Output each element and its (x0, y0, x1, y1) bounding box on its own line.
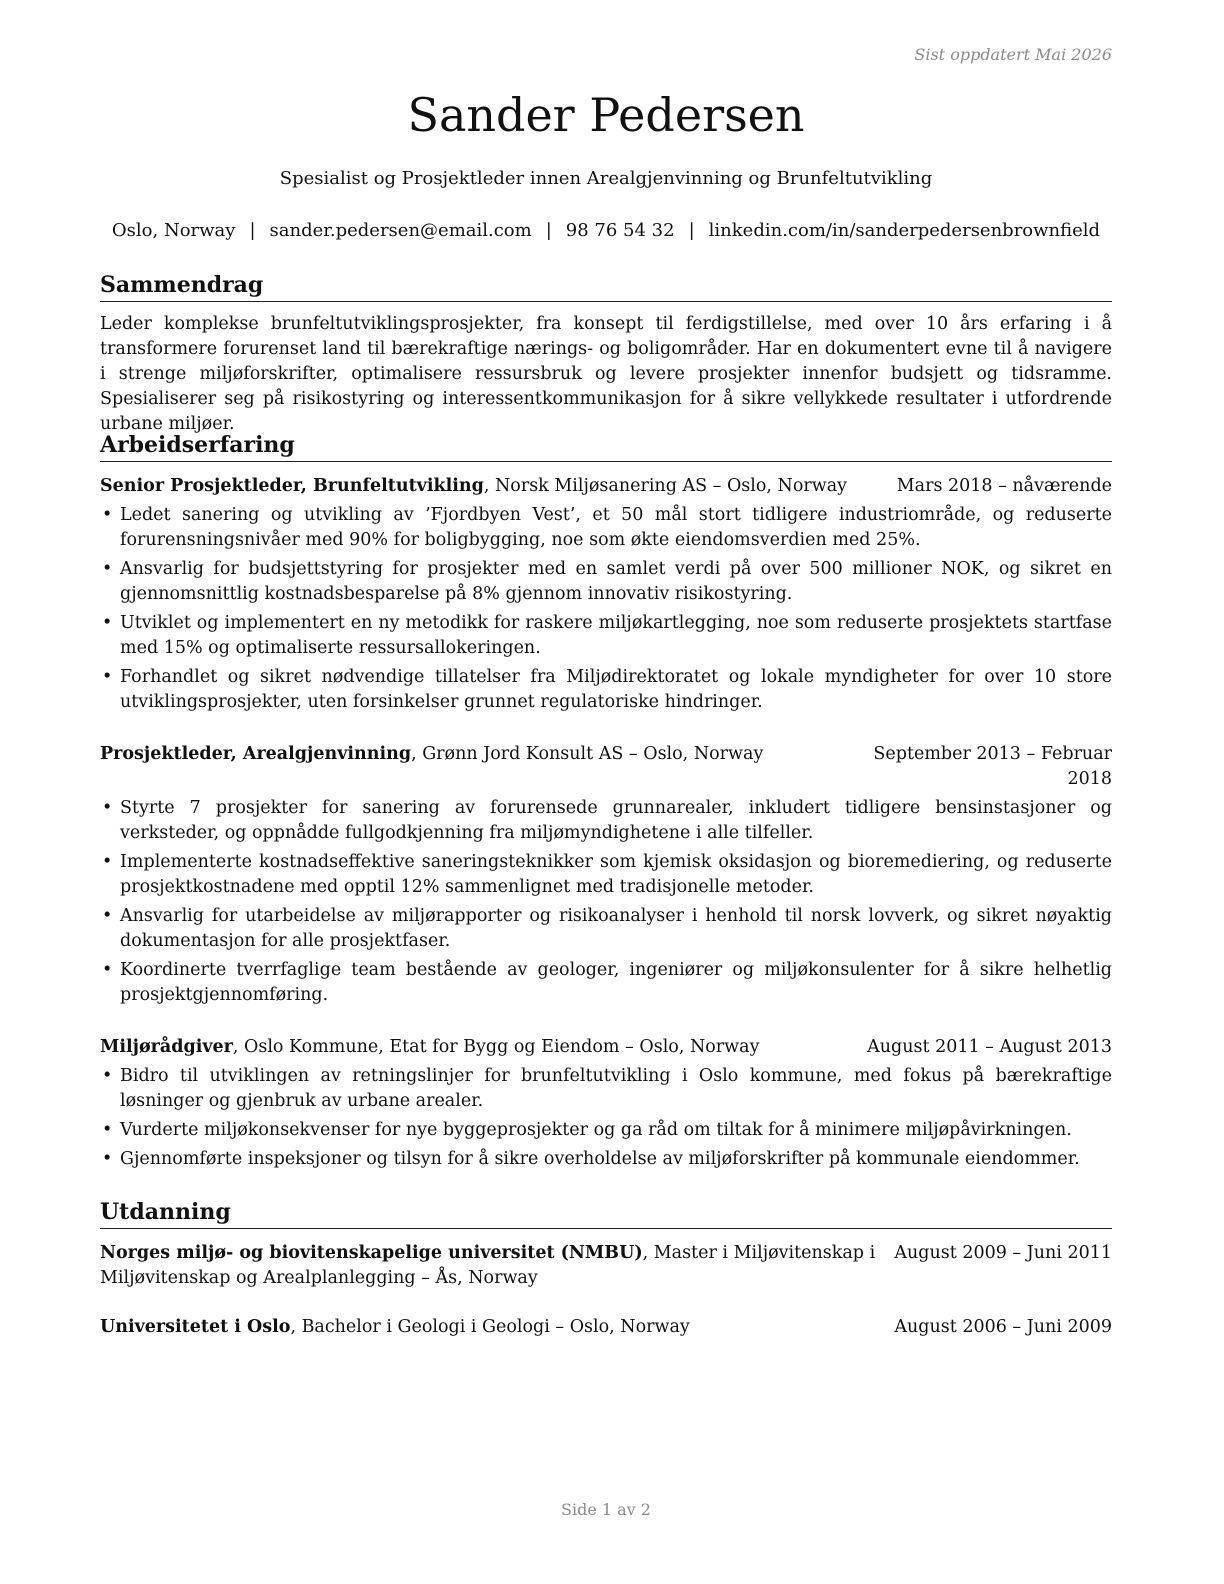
bullet-item: • Bidro til utviklingen av retningslinjer for brunfeltutvikling i Oslo kommune, med fokus på bærekraftige løsninger og gjenbruk av urbane arealer. (100, 1064, 1112, 1114)
last-updated: Sist oppdatert Mai 2026 (914, 45, 1112, 64)
job-title: Miljørådgiver (100, 1037, 233, 1057)
page-number: Side 1 av 2 (561, 1500, 651, 1519)
bullet-item: • Styrte 7 prosjekter for sanering av forurensede grunnarealer, inkludert tidligere bensinstasjoner og verksteder, og oppnådde fullgodkjenning fra miljømyndighetene i alle tilfeller. (100, 796, 1112, 846)
job-entry (100, 474, 1112, 719)
education-school: Universitetet i Oslo (100, 1317, 291, 1337)
contact-separator: | (688, 220, 695, 241)
education-school: Norges miljø- og biovitenskapelige universitet (NMBU) (100, 1243, 643, 1263)
contact-linkedin[interactable]: linkedin.com/in/sanderpedersenbrownfield (708, 220, 1101, 241)
bullet-item: • Ansvarlig for utarbeidelse av miljørapporter og risikoanalyser i henhold til norsk lovverk, og sikret nøyaktig dokumentasjon for alle prosjektfaser. (100, 904, 1112, 954)
education-header (100, 1241, 1112, 1291)
job-bullets (100, 1064, 1112, 1172)
job-dates-line: 2018 (1067, 769, 1112, 789)
job-dates (873, 742, 1112, 792)
section-title-education: Utdanning (100, 1197, 1112, 1229)
job-title: Senior Prosjektleder, Brunfeltutvikling (100, 476, 484, 496)
education-degree: , Bachelor i Geologi i Geologi – Oslo, Norway (290, 1317, 690, 1337)
bullet-item: • Koordinerte tverrfaglige team bestående av geologer, ingeniører og miljøkonsulenter for å sikre helhetlig prosjektgjennomføring. (100, 958, 1112, 1008)
job-organization: , Norsk Miljøsanering AS – Oslo, Norway (483, 476, 848, 496)
contact-phone: 98 76 54 32 (565, 220, 675, 241)
bullet-item: • Implementerte kostnadseffektive saneringsteknikker som kjemisk oksidasjon og bioremediering, og reduserte prosjektkostnadene med opptil 12% sammenlignet med tradisjonelle metoder. (100, 850, 1112, 900)
summary-section (100, 270, 1112, 437)
bullet-item: • Ansvarlig for budsjettstyring for prosjekter med en samlet verdi på over 500 millioner NOK, og sikret en gjennomsnittlig kostnadsbesparelse på 8% gjennom innovativ risikostyring. (100, 557, 1112, 607)
education-header (100, 1315, 1112, 1340)
contact-location: Oslo, Norway (111, 220, 236, 241)
section-title-summary: Sammendrag (100, 270, 1112, 302)
education-dates: August 2009 – Juni 2011 (894, 1243, 1112, 1263)
bullet-item: • Utviklet og implementert en ny metodikk for raskere miljøkartlegging, noe som reduserte prosjektets startfase med 15% og optimaliserte ressursallokeringen. (100, 611, 1112, 661)
candidate-subtitle: Spesialist og Prosjektleder innen Arealgjenvinning og Brunfeltutvikling (279, 168, 933, 189)
candidate-name: Sander Pedersen (407, 88, 805, 142)
education-entry (100, 1315, 1112, 1340)
education-entry (100, 1241, 1112, 1291)
job-title: Prosjektleder, Arealgjenvinning (100, 744, 412, 764)
bullet-item: • Forhandlet og sikret nødvendige tillatelser fra Miljødirektoratet og lokale myndigheter for over 10 store utviklingsprosjekter, uten forsinkelser grunnet regulatoriske hindringer. (100, 665, 1112, 715)
experience-section (100, 430, 1112, 462)
bullet-item: • Ledet sanering og utvikling av ’Fjordbyen Vest’, et 50 mål stort tidligere industriområde, og reduserte forurensningsnivåer med 90% for boligbygging, noe som økte eiendomsverdien med 25%. (100, 503, 1112, 553)
job-header (100, 1035, 1112, 1060)
job-dates-line: September 2013 – Februar (873, 744, 1112, 764)
contact-email[interactable]: sander.pedersen@email.com (269, 220, 532, 241)
bullet-item: • Vurderte miljøkonsekvenser for nye byggeprosjekter og ga råd om tiltak for å minimere miljøpåvirkningen. (100, 1118, 1112, 1143)
job-organization: , Oslo Kommune, Etat for Bygg og Eiendom – Oslo, Norway (232, 1037, 760, 1057)
job-entry (100, 1035, 1112, 1176)
resume-page (100, 0, 1112, 1584)
job-entry (100, 742, 1112, 1012)
contact-line (80, 220, 1132, 241)
job-header (100, 742, 1112, 792)
education-degree: , Master i Miljøvitenskap i Miljøvitenskap og Arealplanlegging – Ås, Norway (100, 1243, 876, 1288)
education-dates: August 2006 – Juni 2009 (894, 1317, 1112, 1337)
section-title-experience: Arbeidserfaring (100, 430, 1112, 462)
job-dates: August 2011 – August 2013 (867, 1037, 1112, 1057)
job-header (100, 474, 1112, 499)
job-bullets (100, 503, 1112, 715)
contact-separator: | (249, 220, 256, 241)
bullet-item: • Gjennomførte inspeksjoner og tilsyn for å sikre overholdelse av miljøforskrifter på kommunale eiendommer. (100, 1147, 1112, 1172)
job-organization: , Grønn Jord Konsult AS – Oslo, Norway (411, 744, 764, 764)
contact-separator: | (545, 220, 552, 241)
job-dates: Mars 2018 – nåværende (896, 476, 1112, 496)
job-bullets (100, 796, 1112, 1008)
education-section (100, 1197, 1112, 1229)
summary-text: Leder komplekse brunfeltutviklingsprosjekter, fra konsept til ferdigstillelse, med over 10 års erfaring i å transformere forurenset land til bærekraftige nærings- og boligområder. Har en dokumentert evne til å navigere i strenge miljøforskrifter, optimalisere ressursbruk og levere prosjekter innenfor budsjett og tidsramme. Spesialiserer seg på risikostyring og interessentkommunikasjon for å sikre vellykkede resultater i utfordrende urbane miljøer. (100, 314, 1112, 434)
education-description (100, 1241, 890, 1291)
